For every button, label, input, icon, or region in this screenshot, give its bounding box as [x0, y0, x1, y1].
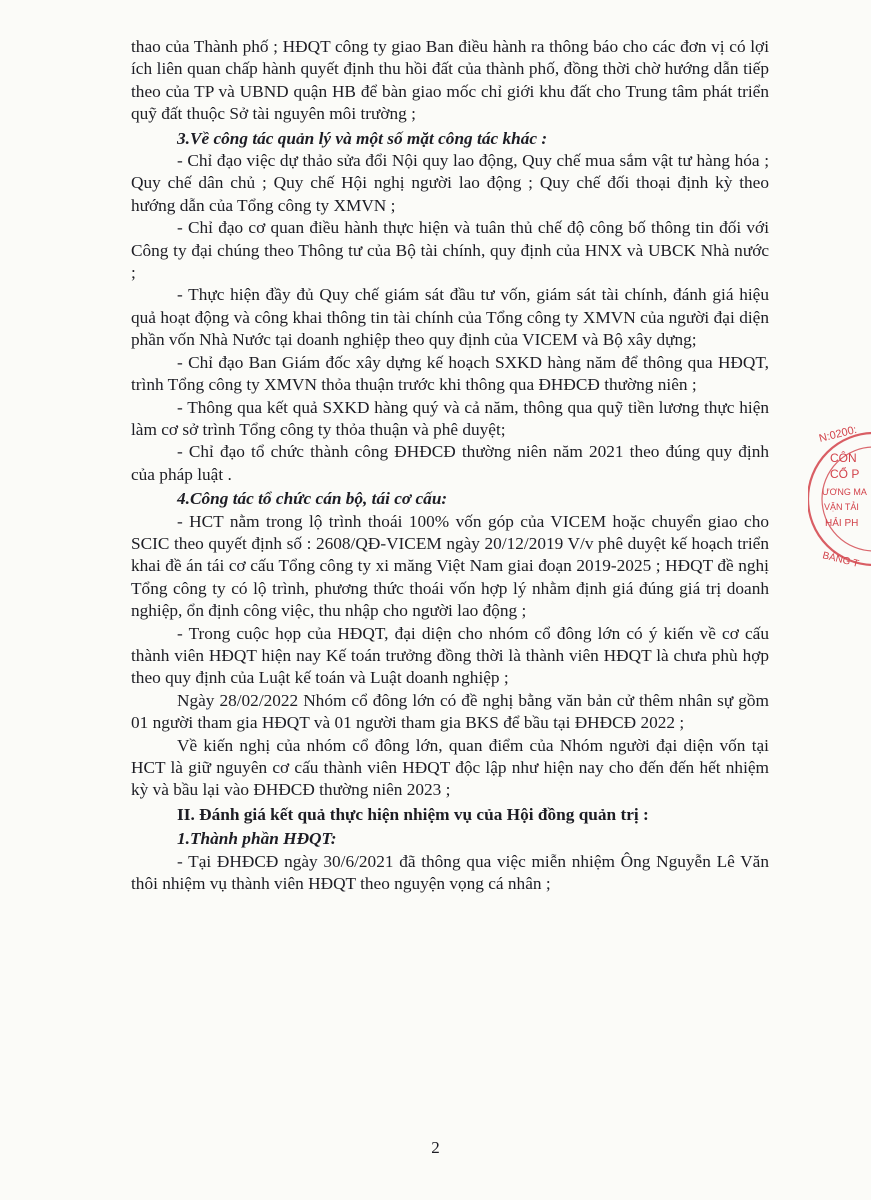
paragraph: - Thông qua kết quả SXKD hàng quý và cả năm, thông qua quỹ tiền lương thực hiện làm cơ sở trình Tổng công ty thỏa thuận và phê duyệt;	[131, 397, 769, 439]
paragraph: - Chỉ đạo cơ quan điều hành thực hiện và tuân thủ chế độ công bố thông tin đối với Công ty đại chúng theo Thông tư của Bộ tài chính, quy định của HNX và UBCK Nhà nước ;	[131, 218, 769, 283]
paragraph: - Chỉ đạo Ban Giám đốc xây dựng kế hoạch SXKD hàng năm để thông qua HĐQT, trình Tổng công ty XMVN thỏa thuận trước khi thông qua ĐHĐCĐ thường niên ;	[131, 352, 769, 395]
main-section-heading: II. Đánh giá kết quả thực hiện nhiệm vụ của Hội đồng quản trị :	[177, 804, 649, 824]
paragraph: - Thực hiện đầy đủ Quy chế giám sát đầu tư vốn, giám sát tài chính, đánh giá hiệu quả hoạt động và công khai thông tin tài chính của Tổng công ty XMVN của người đại diện phần vốn Nhà Nước tại doanh nghiệp theo quy định của VICEM và Bộ xây dựng;	[131, 285, 769, 350]
seal-graphic	[808, 418, 871, 580]
section-heading: 1.Thành phần HĐQT:	[177, 829, 337, 849]
seal-text: HẢI PH	[825, 518, 859, 529]
seal-text: N:0200:	[817, 423, 859, 445]
paragraph: Ngày 28/02/2022 Nhóm cổ đông lớn có đề nghị bằng văn bản cử thêm nhân sự gồm 01 người tham gia HĐQT và 01 người tham gia BKS để bầu tại ĐHĐCĐ 2022 ;	[131, 690, 769, 733]
seal-text: ƯƠNG MA	[822, 487, 867, 497]
document-body	[131, 36, 769, 895]
company-seal-stamp	[808, 418, 871, 580]
paragraph: - Chỉ đạo tổ chức thành công ĐHĐCĐ thường niên năm 2021 theo đúng quy định của pháp luật .	[131, 442, 769, 484]
seal-text: CỔ P	[830, 467, 860, 481]
seal-text: VẬN TẢI	[824, 502, 859, 512]
paragraph: - Trong cuộc họp của HĐQT, đại diện cho nhóm cổ đông lớn có ý kiến về cơ cấu thành viên HĐQT hiện nay Kế toán trưởng đồng thời là thành viên HĐQT là chưa phù hợp theo quy định của Luật kế toán và Luật doanh nghiệp ;	[131, 623, 769, 688]
seal-text: CÔN	[830, 451, 857, 465]
paragraph: - Tại ĐHĐCĐ ngày 30/6/2021 đã thông qua việc miễn nhiệm Ông Nguyễn Lê Văn thôi nhiệm vụ thành viên HĐQT theo nguyện vọng cá nhân ;	[131, 851, 769, 894]
section-heading: 4.Công tác tổ chức cán bộ, tái cơ cấu:	[177, 489, 448, 509]
page-number: 2	[431, 1138, 440, 1157]
paragraph: - Chỉ đạo việc dự thảo sửa đổi Nội quy lao động, Quy chế mua sắm vật tư hàng hóa ; Quy chế dân chủ ; Quy chế Hội nghị người lao động ; Quy chế đối thoại định kỳ theo hướng dẫn của Tổng công ty XMVN ;	[131, 151, 769, 215]
continued-paragraph: thao của Thành phố ; HĐQT công ty giao Ban điều hành ra thông báo cho các đơn vị có lợi ích liên quan chấp hành quyết định thu hồi đất của thành phố, đồng thời chờ hướng dẫn tiếp theo của TP và UBND quận HB để bàn giao mốc chỉ giới khu đất cho Trung tâm phát triển quỹ đất thuộc Sở tài nguyên môi trường ;	[131, 37, 769, 124]
section-heading: 3.Về công tác quản lý và một số mặt công tác khác :	[177, 128, 548, 148]
paragraph: Về kiến nghị của nhóm cổ đông lớn, quan điểm của Nhóm người đại diện vốn tại HCT là giữ nguyên cơ cấu thành viên HĐQT độc lập như hiện nay cho đến đến hết nhiệm kỳ và bầu lại vào ĐHĐCĐ thường niên 2023 ;	[131, 735, 769, 800]
seal-text: BẢNG T	[821, 550, 860, 570]
paragraph: - HCT nằm trong lộ trình thoái 100% vốn góp của VICEM hoặc chuyển giao cho SCIC theo quyết định số : 2608/QĐ-VICEM ngày 20/12/2019 V/v phê duyệt kế hoạch triển khai đề án tái cơ cấu Tổng công ty xi măng Việt Nam giai đoạn 2019-2025 ; HĐQT đề nghị Tổng công ty có lộ trình, phương thức thoái vốn hợp lý nhằm định giá đúng giá trị doanh nghiệp, ổn định công việc, thu nhập cho người lao động ;	[131, 511, 769, 621]
